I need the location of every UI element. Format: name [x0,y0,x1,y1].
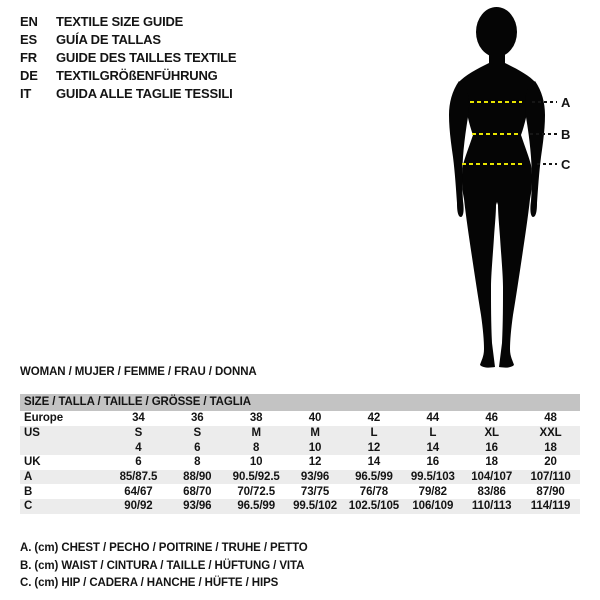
row-label: A [24,471,33,484]
size-cell: 20 [544,456,557,469]
language-row [20,85,236,103]
language-list [20,13,236,103]
size-cell: S [193,427,202,440]
size-cell: 70/72.5 [237,485,276,498]
marker-a-label: A [561,95,571,110]
size-cell: 102.5/105 [348,500,400,513]
size-cell: 42 [367,412,381,425]
size-cell: 8 [253,441,260,454]
language-label: GUIDA ALLE TAGLIE TESSILI [56,86,233,101]
language-code: EN [20,14,38,29]
row-label: B [24,485,33,498]
size-cell: 93/96 [300,471,330,484]
size-cell: 14 [367,456,381,469]
row-label: UK [24,456,41,469]
table-row [20,470,580,485]
size-table-body [20,411,580,514]
size-cell: 64/67 [124,485,153,498]
marker-b-label: B [561,127,571,142]
size-cell: 99.5/103 [410,471,455,484]
language-label: GUÍA DE TALLAS [56,32,161,47]
size-cell: 73/75 [300,485,330,498]
table-row [20,440,580,455]
size-table-header: SIZE / TALLA / TAILLE / GRÖSSE / TAGLIA [20,394,580,411]
size-cell: 87/90 [536,485,565,498]
size-cell: 88/90 [183,471,212,484]
row-label: Europe [24,412,64,425]
size-cell: 90.5/92.5 [232,471,280,484]
language-label: TEXTILGRÖßENFÜHRUNG [56,68,218,83]
size-cell: 68/70 [183,485,212,498]
table-row [20,426,580,441]
size-cell: 106/109 [412,500,454,513]
size-cell: M [310,427,320,440]
woman-silhouette [437,5,557,370]
size-cell: 76/78 [359,485,389,498]
size-cell: 96.5/99 [237,500,276,513]
size-cell: 99.5/102 [293,500,338,513]
hip-line-dots [537,163,557,165]
size-cell: 44 [426,412,440,425]
waist-line-yellow [472,133,518,135]
size-cell: 16 [426,456,440,469]
language-code: ES [20,32,37,47]
size-cell: 83/86 [477,485,506,498]
size-cell: 6 [135,456,142,469]
size-cell: 90/92 [124,500,153,513]
size-cell: 12 [308,456,322,469]
legend-line: C. (cm) HIP / CADERA / HANCHE / HÜFTE / HIPS [20,577,279,589]
size-cell: 93/96 [183,500,212,513]
waist-line-dots [530,133,557,135]
size-cell: 107/110 [530,471,571,484]
size-cell: 4 [135,441,142,454]
hip-line-yellow [462,163,524,165]
size-cell: 85/87.5 [119,471,158,484]
size-cell: 34 [132,412,145,425]
language-row [20,67,236,85]
legend-line: B. (cm) WAIST / CINTURA / TAILLE / HÜFTUNG / VITA [20,559,305,572]
language-code: DE [20,68,38,83]
size-cell: 12 [367,441,381,454]
size-cell: 46 [485,412,498,425]
legend [20,540,308,593]
size-cell: 104/107 [471,471,513,484]
size-cell: 18 [544,441,557,454]
size-cell: 38 [249,412,263,425]
size-cell: 114/119 [530,500,571,513]
size-cell: 14 [426,441,440,454]
size-cell: 96.5/99 [355,471,393,484]
legend-line: A. (cm) CHEST / PECHO / POITRINE / TRUHE / PETTO [20,542,308,554]
size-cell: 10 [308,441,322,454]
size-cell: 48 [544,412,557,425]
language-row [20,31,236,49]
language-label: GUIDE DES TAILLES TEXTILE [56,50,237,65]
size-cell: 40 [308,412,322,425]
size-cell: XL [484,427,499,440]
language-code: IT [20,86,32,101]
size-cell: 6 [194,441,201,454]
chest-line-dots [532,101,557,103]
table-row [20,484,580,499]
row-label [20,440,109,455]
size-cell: 8 [194,456,201,469]
size-cell: L [429,427,437,440]
table-row [20,411,580,426]
size-cell: XXL [539,427,562,440]
size-cell: 16 [485,441,498,454]
language-code: FR [20,50,37,65]
table-row [20,499,580,514]
row-label: C [24,500,33,513]
language-row [20,13,236,31]
language-row [20,49,236,67]
chest-line-yellow [470,101,522,103]
size-cell: L [370,427,378,440]
body-measurement-diagram [437,5,597,370]
size-cell: 36 [191,412,204,425]
size-cell: S [134,427,143,440]
size-cell: 10 [249,456,263,469]
size-cell: 18 [485,456,498,469]
row-label: US [24,427,40,440]
section-title: WOMAN / MUJER / FEMME / FRAU / DONNA [20,366,257,378]
size-table [20,394,580,514]
size-cell: 79/82 [418,485,447,498]
language-label: TEXTILE SIZE GUIDE [56,14,184,29]
size-cell: M [251,427,261,440]
marker-c-label: C [561,157,571,172]
table-row [20,455,580,470]
size-cell: 110/113 [471,500,512,513]
